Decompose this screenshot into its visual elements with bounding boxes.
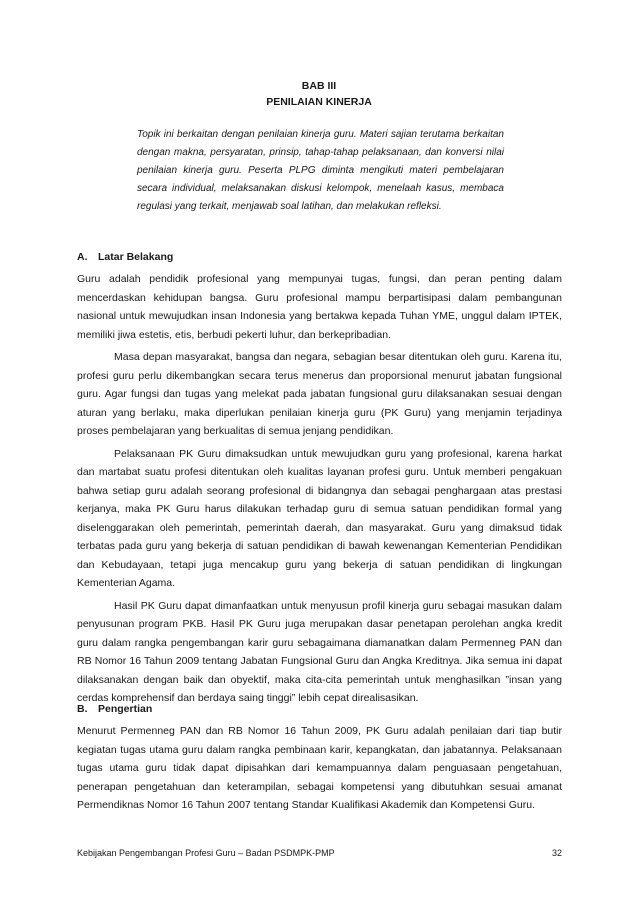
section-a-label: A.	[77, 251, 88, 263]
paragraph: Guru adalah pendidik profesional yang mempunyai tugas, fungsi, dan peran penting dalam mencerdaskan kehidupan bangsa. Guru profesional mampu berpartisipasi dalam pembangunan nasional untuk mewujudkan insan Indonesia yang bertakwa kepada Tuhan YME, unggul dalam IPTEK, memiliki jiwa estetis, etis, berbudi pekerti luhur, dan berkepribadian.	[77, 273, 562, 341]
chapter-intro: Topik ini berkaitan dengan penilaian kinerja guru. Materi sajian terutama berkaitan dengan makna, persyaratan, prinsip, tahap-tahap pelaksanaan, dan konversi nilai penilaian kinerja guru. Peserta PLPG diminta mengikuti materi pembelajaran secara individual, melaksanakan diskusi kelompok, menelaah kasus, membaca regulasi yang terkait, menjawab soal latihan, dan melakukan refleksi.	[137, 129, 504, 212]
section-a-body	[77, 270, 562, 708]
paragraph: Pelaksanaan PK Guru dimaksudkan untuk mewujudkan guru yang profesional, karena harkat dan martabat suatu profesi ditentukan oleh kualitas layanan profesi guru. Untuk memberi pengakuan bahwa setiap guru adalah seorang profesional di bidangnya dan sebagai penghargaan atas prestasi kerjanya, maka PK Guru harus dilakukan terhadap guru di semua satuan pendidikan formal yang diselenggarakan oleh pemerintah, pemerintah daerah, dan masyarakat. Guru yang dimaksud tidak terbatas pada guru yang bekerja di satuan pendidikan di bawah kewenangan Kementerian Pendidikan dan Kebudayaan, tetapi juga mencakup guru yang bekerja di satuan pendidikan di lingkungan Kementerian Agama.	[77, 447, 562, 589]
page-number: 32	[551, 848, 562, 858]
section-a-title: Latar Belakang	[98, 251, 174, 263]
section-b-heading	[77, 703, 152, 715]
paragraph: Hasil PK Guru dapat dimanfaatkan untuk menyusun profil kinerja guru sebagai masukan dalam penyusunan program PKB. Hasil PK Guru juga merupakan dasar penetapan perolehan angka kredit guru dalam rangka pengembangan karir guru sebagaimana diamanatkan dalam Permenneg PAN dan RB Nomor 16 Tahun 2009 tentang Jabatan Fungsional Guru dan Angka Kreditnya. Jika semua ini dapat dilaksanakan dengan baik dan obyektif, maka cita-cita pemerintah untuk menghasilkan ”insan yang cerdas komprehensif dan berdaya saing tinggi” lebih cepat direalisasikan.	[77, 599, 562, 704]
section-a-heading	[77, 251, 173, 263]
footer-text: Kebijakan Pengembangan Profesi Guru – Badan PSDMPK-PMP	[77, 848, 335, 858]
chapter-title: PENILAIAN KINERJA	[266, 96, 372, 108]
section-b-label: B.	[77, 703, 88, 715]
chapter-number: BAB III	[301, 80, 337, 92]
page-footer	[77, 848, 562, 858]
paragraph: Masa depan masyarakat, bangsa dan negara, sebagian besar ditentukan oleh guru. Karena itu, profesi guru perlu dikembangkan secara terus menerus dan proporsional menurut jabatan fungsional guru. Agar fungsi dan tugas yang melekat pada jabatan fungsional guru dilaksanakan sesuai dengan aturan yang berlaku, maka diperlukan penilaian kinerja guru (PK Guru) yang menjamin terjadinya proses pembelajaran yang berkualitas di semua jenjang pendidikan.	[77, 351, 562, 437]
paragraph: Menurut Permenneg PAN dan RB Nomor 16 Tahun 2009, PK Guru adalah penilaian dari tiap butir kegiatan tugas utama guru dalam rangka pembinaan karir, kepangkatan, dan jabatannya. Pelaksanaan tugas utama guru tidak dapat dipisahkan dari kemampuannya dalam penguasaan pengetahuan, penerapan pengetahuan dan keterampilan, sebagai kompetensi yang dibutuhkan sesuai amanat Permendiknas Nomor 16 Tahun 2007 tentang Standar Kualifikasi Akademik dan Kompetensi Guru.	[77, 725, 562, 811]
section-b-body	[77, 722, 562, 815]
section-b-title: Pengertian	[98, 703, 153, 715]
